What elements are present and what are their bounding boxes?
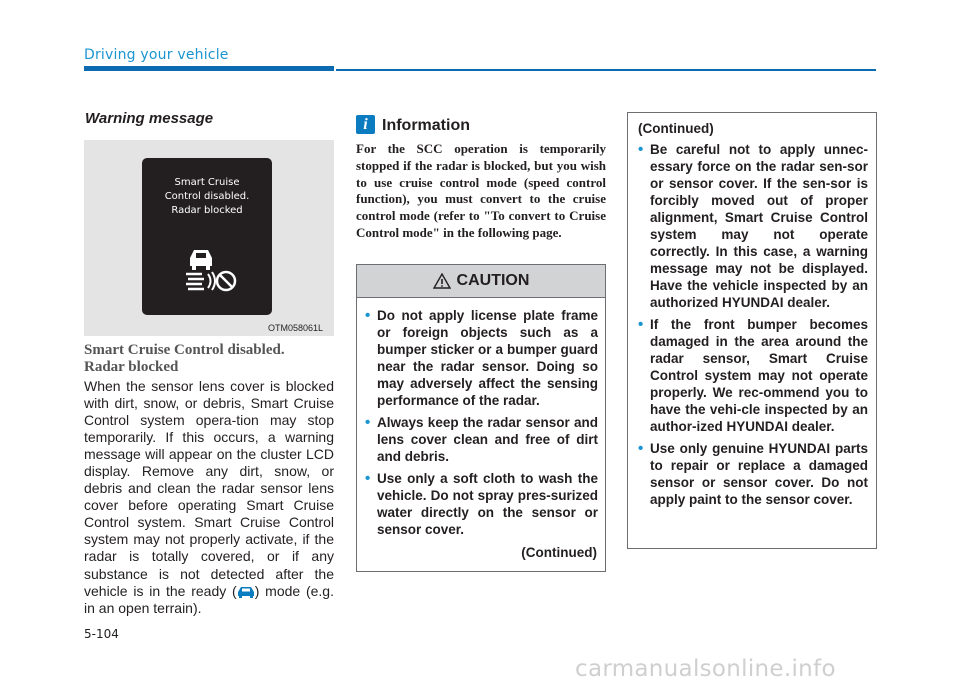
caution-item: • Use only a soft cloth to wash the vehicle. Do not spray pres-surized water directly on the sensor or sensor cover. (365, 470, 598, 538)
page-number: 5-104 (84, 627, 119, 641)
continued-item: • Be careful not to apply unnec-essary force on the radar sen-sor or sensor cover. If the sen-sor is forcibly moved out of proper alignment, Smart Cruise Control system may not operate correctly. In this case, a warning message may not be displayed. Have the vehicle inspected by an authorized HYUNDAI dealer. (638, 141, 868, 311)
warning-triangle-icon (433, 273, 451, 289)
sub-heading: Smart Cruise Control disabled. Radar blocked (84, 342, 285, 375)
caution-box (356, 264, 606, 572)
caution-list (365, 307, 598, 543)
caution-label: CAUTION (456, 272, 530, 289)
header-rule-thin (336, 69, 876, 71)
continued-item: • Use only genuine HYUNDAI parts to repair or replace a damaged sensor or sensor cover. Do not apply paint to the sensor cover. (638, 440, 868, 508)
radar-blocked-icon (182, 244, 242, 294)
header-title: Driving your vehicle (84, 47, 229, 63)
continued-item: • If the front bumper becomes damaged in the area around the radar sensor, Smart Cruise Control system may not operate properly. We rec-ommend you to have the vehi-cle inspected by an author-ized HYUNDAI dealer. (638, 316, 868, 435)
caution-item: • Do not apply license plate frame or foreign objects such as a bumper sticker or a bumper guard near the radar sensor. Doing so may adversely affect the sensing performance of the radar. (365, 307, 598, 409)
body-text-after: ) mode (e.g. in an open terrain). (84, 582, 334, 616)
info-title: Information (382, 117, 470, 134)
info-icon: i (356, 115, 375, 134)
continued-label: (Continued) (638, 121, 714, 136)
caution-item: • Always keep the radar sensor and lens cover clean and free of dirt and debris. (365, 414, 598, 465)
continued-list (638, 141, 868, 513)
cluster-message: Smart Cruise Control disabled. Radar blocked (164, 177, 250, 216)
figure-code: OTM058061L (268, 323, 324, 333)
section-heading: Warning message (85, 110, 214, 127)
car-ready-icon (237, 586, 255, 598)
watermark: carmanualsonline.info (575, 656, 836, 682)
body-paragraph (84, 378, 334, 617)
body-text-before: When the sensor lens cover is blocked with dirt, snow, or debris, Smart Cruise Control system opera-tion may stop temporarily. If this occurs, a warning message will appear on the cluster LCD display. Remove any dirt, snow, or debris and clean the radar sensor lens cover before operating Smart Cruise Control system. Smart Cruise Control system may not properly activate, if the radar is totally covered, or if any substance is not detected after the vehicle is in the ready ( (84, 378, 334, 599)
caution-continued: (Continued) (521, 545, 597, 560)
info-text: For the SCC operation is temporarily stopped if the radar is blocked, but you wish to use cruise control mode (speed control function), you must convert to the cruise control mode (refer to "To convert to Cruise Control mode" in the following page. (356, 141, 606, 240)
cluster-lcd-screen (142, 158, 272, 315)
caution-header (357, 265, 605, 298)
continued-box (627, 112, 877, 549)
cluster-figure (84, 140, 334, 336)
header-rule-thick (84, 66, 334, 71)
